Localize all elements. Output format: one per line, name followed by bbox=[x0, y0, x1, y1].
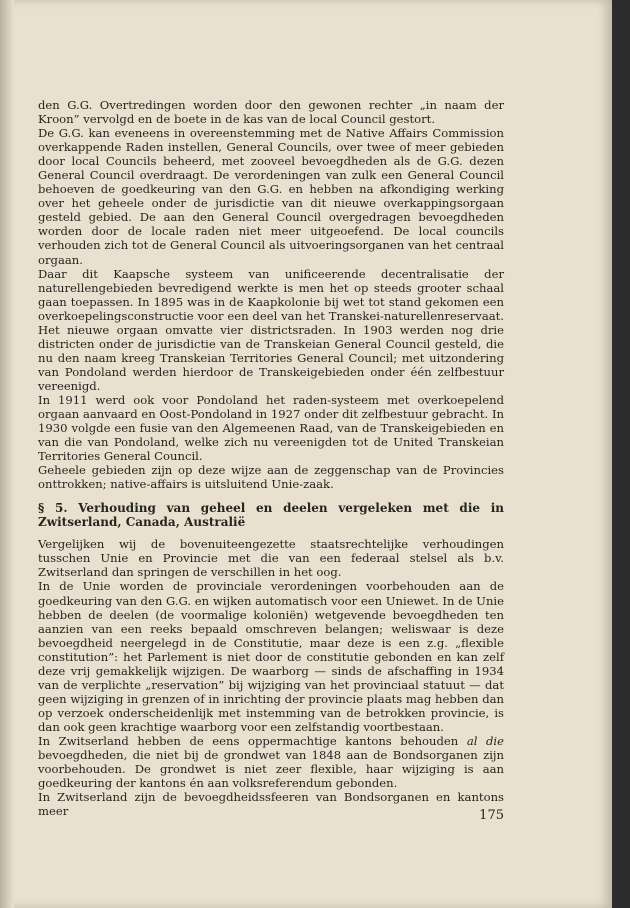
section-heading: § 5. Verhouding van geheel en deelen vergeleken met die in Zwitserland, Canada, Australië bbox=[38, 501, 504, 530]
paragraph-5: Geheele gebieden zijn op deze wijze aan de zeggenschap van de Provincies onttrokken; native-affairs is uitsluitend Unie-zaak. bbox=[38, 463, 504, 492]
paragraph-3: Daar dit Kaapsche systeem van unificeerende decentralisatie der naturellengebieden bevredigend werkte is men het op steeds grooter schaal gaan toepassen. In 1895 was in de Kaapkolonie bij wet tot stand gekomen een overkoepelingsconstructie voor een deel van het Transkei-naturellenreservaat. Het nieuwe orgaan omvatte vier districtsraden. In 1903 werden nog drie districten onder de jurisdictie van de Transkeian General Council gesteld, die nu den naam kreeg Transkeian Territories General Council; met uitzondering van Pondoland werden hierdoor de Transkeigebieden onder één zelfbestuur vereenigd. bbox=[38, 266, 504, 393]
paragraph-7: In de Unie worden de provinciale verordeningen voorbehouden aan de goedkeuring van den G.G. en wijken automatisch voor een Uniewet. In de Unie hebben de deelen (de voormalige koloniën) wetgevende bevoegdheden ten aanzien van een reeks bepaald omschreven belangen; weliswaar is deze bevoegdheid neergelegd in de Constitutie, maar deze is een z.g. „flexible constitution”: het Parlement is niet door de constitutie gebonden en kan zelf deze vrij gemakkelijk wijzigen. De waarborg — sinds de afschaffing in 1934 van de verplichte „reservation” bij wijziging van het provinciaal statuut — dat geen wijziging in grenzen of in inrichting der provincie plaats mag hebben dan op verzoek onderscheidenlijk met instemming van de betrokken provincie, is dan ook geen krachtige waarborg voor een zelfstandig voortbestaan. bbox=[38, 579, 504, 734]
paragraph-8 bbox=[38, 734, 504, 790]
paragraph-2: De G.G. kan eveneens in overeenstemming met de Native Affairs Commission overkappende Raden instellen, General Councils, over twee of meer gebieden door local Councils beheerd, met zooveel bevoegdheden als de G.G. dezen General Council overdraagt. De verordeningen van zulk een General Council behoeven de goedkeuring van den G.G. en hebben na afkondiging werking over het geheele onder de jurisdictie van dit nieuwe overkappingsorgaan gesteld gebied. De aan den General Council overgedragen bevoegdheden worden door de locale raden niet meer uitgeoefend. De local councils verhouden zich tot de General Council als uitvoeringsorganen van het centraal orgaan. bbox=[38, 126, 504, 267]
body-text bbox=[38, 98, 504, 818]
page-gutter-shadow bbox=[0, 0, 14, 908]
paragraph-1: den G.G. Overtredingen worden door den gewonen rechter „in naam der Kroon” vervolgd en de boete in de kas van de local Council gestort. bbox=[38, 98, 504, 127]
paragraph-8-start: In Zwitserland hebben de eens oppermachtige kantons behouden bbox=[38, 733, 467, 748]
scan-background-edge bbox=[612, 0, 630, 908]
paragraph-6: Vergelijken wij de bovenuiteengezette staatsrechtelijke verhoudingen tusschen Unie en Provincie met die van een federaal stelsel als b.v. Zwitserland dan springen de verschillen in het oog. bbox=[38, 537, 504, 580]
paragraph-8-end: bevoegdheden, die niet bij de grondwet van 1848 aan de Bondsorganen zijn voorbehouden. De grondwet is niet zeer flexible, haar wijziging is aan goedkeuring der kantons én aan volksreferendum gebonden. bbox=[38, 748, 504, 791]
emphasis-al-die: al die bbox=[466, 733, 505, 748]
paragraph-4: In 1911 werd ook voor Pondoland het raden-systeem met overkoepelend orgaan aanvaard en Oost-Pondoland in 1927 onder dit zelfbestuur gebracht. In 1930 volgde een fusie van den Algemeenen Raad, van de Transkeigebieden en van die van Pondoland, welke zich nu vereenigden tot de United Transkeian Territories General Council. bbox=[38, 392, 504, 464]
paragraph-9: In Zwitserland zijn de bevoegdheidssfeeren van Bondsorganen en kantons meer bbox=[38, 790, 504, 819]
page-number: 175 bbox=[479, 808, 504, 823]
